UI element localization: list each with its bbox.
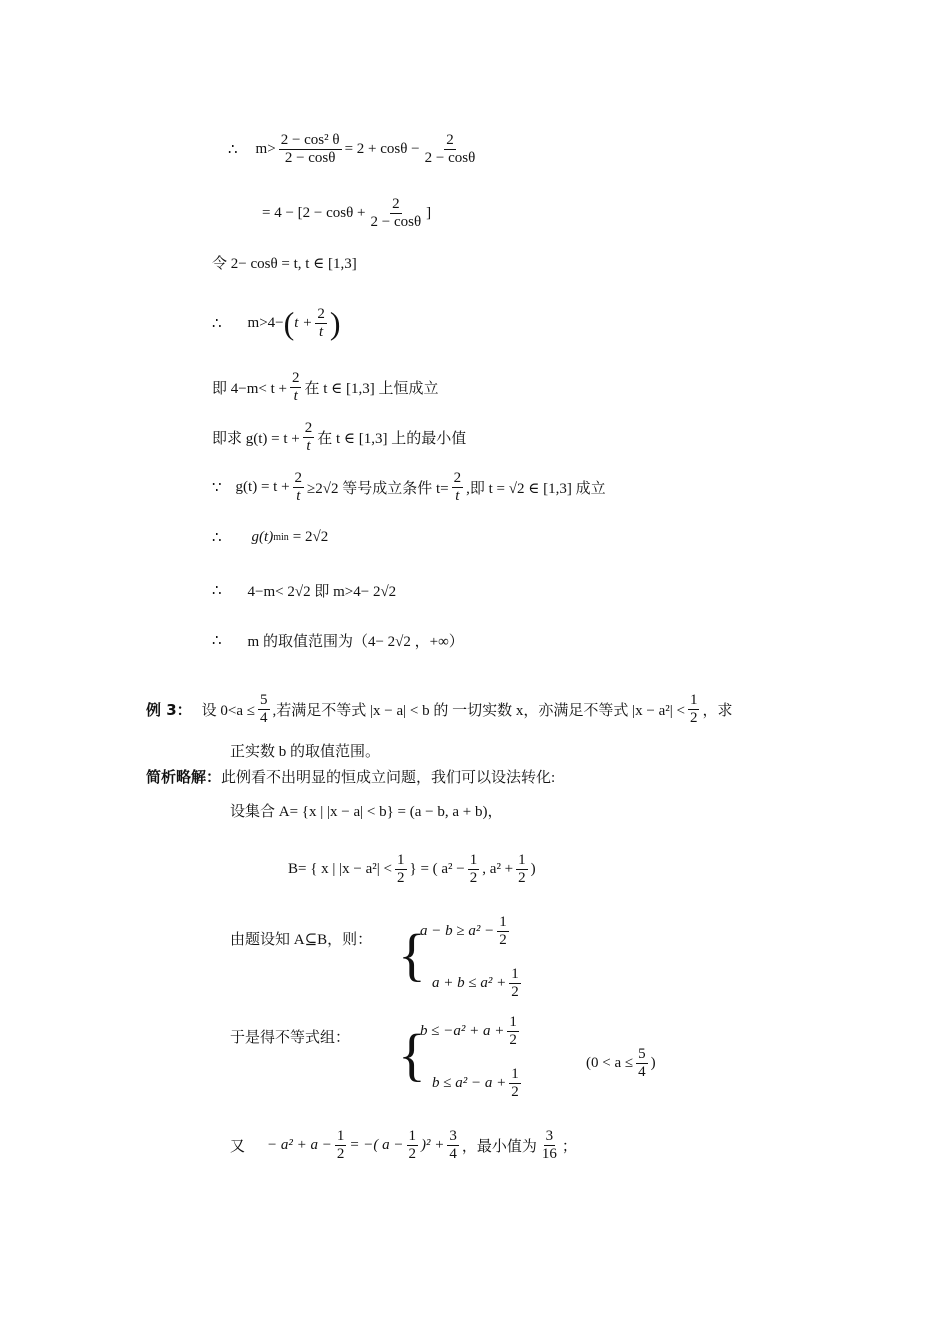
- system-1-row-2: [432, 966, 524, 1000]
- expr: = −( a −: [349, 1136, 404, 1153]
- example-3-line-2: [230, 740, 380, 761]
- fraction: $\frac{1}{2}$: [336, 1128, 345, 1162]
- fraction: $\frac{3}{4}$: [449, 1128, 457, 1162]
- subscript-min: min: [273, 532, 289, 543]
- system-2-brace: {: [398, 1022, 426, 1087]
- expr: = 4 − [2 − cosθ +: [262, 204, 366, 221]
- system-1-brace: {: [398, 922, 426, 987]
- expr: 4−m< 2√2 即 m>4− 2√2: [247, 584, 397, 600]
- fraction: $\frac{1}{2}$: [397, 852, 405, 886]
- system-2-label: [230, 1026, 350, 1047]
- expr: ；: [561, 1138, 577, 1155]
- expr: 在 t ∈ [1,3] 上的最小值: [317, 430, 467, 447]
- set-b-line: [288, 852, 536, 886]
- expr: m>4−: [247, 314, 284, 331]
- range-text: m 的取值范围为（4− 2√2 ，+∞）: [247, 634, 464, 650]
- expr: 在 t ∈ [1,3] 上恒成立: [304, 380, 439, 397]
- paren-close: ): [329, 305, 341, 341]
- m-gt: m>: [255, 140, 276, 157]
- fraction: $\frac{1}{2}$: [511, 966, 519, 1000]
- fraction: $\frac{2}{t}$: [304, 420, 313, 454]
- expr: ,若满足不等式 |x − a| < b 的 一切实数 x，亦满足不等式 |x − a²| <: [272, 702, 685, 719]
- therefore-symbol: ∴: [212, 583, 222, 599]
- fraction: $\frac{1}{2}$: [408, 1128, 417, 1162]
- fraction: $\frac{2}{t}$: [294, 470, 303, 504]
- expr: 即 4−m< t +: [212, 380, 287, 397]
- analysis-text: 此例看不出明显的恒成立问题，我们可以设法转化:: [221, 770, 556, 786]
- fraction: $\frac{1}{2}$: [509, 1014, 517, 1048]
- fraction: $\frac{3}{16}$: [541, 1128, 557, 1162]
- expr: a − b ≥ a² −: [420, 922, 495, 939]
- set-a-line: [230, 800, 502, 821]
- formula-line-10: [212, 630, 464, 651]
- expr: (0 < a ≤: [586, 1054, 634, 1071]
- example-label: 例 3：: [146, 700, 192, 719]
- fraction: $\frac{1}{2}$: [499, 914, 507, 948]
- analysis-label: 简析略解：: [146, 768, 222, 786]
- formula-line-4: ∴ m>4− ( t + $\frac{2}{t}$ ): [212, 305, 341, 341]
- formula-line-8: [212, 528, 328, 547]
- expr: = 2√2: [292, 529, 329, 545]
- fraction: $\frac{1}{2}$: [469, 852, 478, 886]
- fraction: $\frac{1}{2}$: [511, 1066, 519, 1100]
- expr: ,即 t = √2 ∈ [1,3] 成立: [466, 480, 606, 497]
- expr: ): [530, 860, 536, 877]
- paren-open: (: [283, 305, 295, 341]
- expr: 于是得不等式组：: [230, 1030, 351, 1046]
- example-3-line-1: [146, 692, 732, 726]
- expr: b ≤ −a² + a +: [420, 1022, 505, 1039]
- expr: 设 0<a ≤: [201, 702, 256, 719]
- fraction: $\frac{2}{2 - \cos\theta}$: [370, 196, 422, 230]
- fraction: $\frac{1}{2}$: [689, 692, 698, 726]
- analysis-line: [146, 766, 555, 787]
- expr: ]: [426, 204, 432, 221]
- therefore-symbol: ∴: [212, 315, 222, 332]
- system-2-row-2: [432, 1066, 524, 1100]
- formula-line-7: [212, 470, 606, 504]
- therefore-symbol: ∴: [212, 633, 222, 649]
- fraction: $\frac{5}{4}$: [638, 1046, 646, 1080]
- final-line: [230, 1128, 577, 1162]
- expr: )² +: [421, 1136, 445, 1153]
- expr: − a² + a −: [267, 1136, 332, 1153]
- therefore-symbol: ∴: [228, 141, 238, 158]
- therefore-symbol: ∴: [212, 530, 222, 546]
- expr: ，最小值为: [461, 1138, 537, 1155]
- system-1-row-1: [420, 914, 512, 948]
- expr: 即求 g(t) = t +: [212, 430, 300, 447]
- fraction: $\frac{1}{2}$: [518, 852, 526, 886]
- expr: a + b ≤ a² +: [432, 974, 507, 991]
- formula-line-2: [262, 196, 431, 230]
- formula-line-3: [212, 252, 357, 273]
- formula-line-1: [228, 132, 480, 166]
- expr: ，求: [702, 702, 733, 719]
- formula-line-9: [212, 580, 396, 601]
- fraction: $\frac{2}{t}$: [291, 370, 300, 404]
- expr: } = ( a² −: [409, 860, 465, 877]
- system-2-row-1: [420, 1014, 522, 1048]
- expr: B= { x | |x − a²| <: [288, 860, 392, 877]
- substitution-text: 令 2− cosθ = t, t ∈ [1,3]: [212, 256, 357, 272]
- expr: b ≤ a² − a +: [432, 1074, 507, 1091]
- fraction: $\frac{\text{2 − cos² θ}}{2 - \cos\theta}$: [280, 132, 340, 166]
- fraction: $\frac{2}{t}$: [453, 470, 462, 504]
- expr: = 2 + cosθ −: [344, 140, 420, 157]
- formula-line-6: [212, 420, 466, 454]
- expr: 由题设知 A⊆B，则：: [230, 932, 373, 948]
- expr: g(t) = t +: [235, 478, 290, 495]
- fraction: $\frac{2}{2 - \cos\theta}$: [424, 132, 476, 166]
- formula-line-5: [212, 370, 438, 404]
- expr: ): [650, 1054, 656, 1071]
- set-a-text: 设集合 A= {x | |x − a| < b} = (a − b, a + b)，: [230, 804, 503, 820]
- fraction: $\frac{5}{4}$: [260, 692, 268, 726]
- because-symbol: ∵: [212, 479, 222, 496]
- system-1-label: [230, 928, 372, 949]
- expr: , a² +: [482, 860, 514, 877]
- expr: ≥2√2 等号成立条件 t=: [307, 480, 449, 497]
- expr: 又: [230, 1138, 246, 1155]
- fraction: $\frac{2}{t}$: [317, 306, 325, 340]
- expr: 正实数 b 的取值范围。: [230, 744, 381, 760]
- expr: g(t): [251, 529, 274, 545]
- system-2-condition: [586, 1046, 656, 1080]
